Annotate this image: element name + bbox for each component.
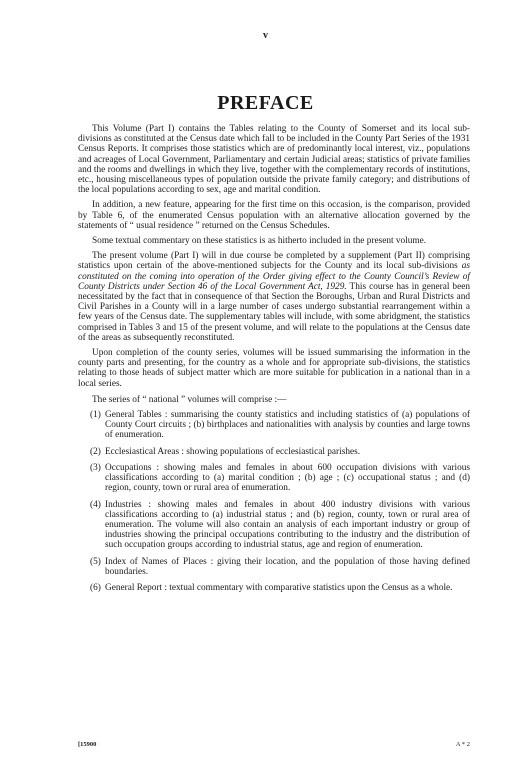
list-item	[78, 463, 470, 494]
page-title: PREFACE	[217, 92, 314, 114]
paragraph-4-italic: as constituted on the coming into operation of the Order giving effect to the County Council’s Review of County Districts under Section 46 of the Local Government Act, 1929.	[78, 261, 470, 292]
list-item-text: Ecclesiastical Areas : showing populations of ecclesiastical parishes.	[105, 446, 361, 457]
footer-signature-mark: A * 2	[455, 741, 470, 748]
list-item-text: General Tables : summarising the county statistics and including statistics of (a) populations of County Court circuits ; (b) birthplaces and nationalities with analysis by counties and large towns of enumeration.	[105, 410, 470, 441]
paragraph-2: In addition, a new feature, appearing for the first time on this occasion, is the comparison, provided by Table 6, of the enumerated Census population with an alternative allocation governed by the statements of “ usual residence ” returned on the Census Schedules.	[78, 200, 470, 231]
list-item-text: General Report : textual commentary with comparative statistics upon the Census as a whole.	[105, 582, 453, 593]
paragraph-3: Some textual commentary on these statistics is as hitherto included in the present volume.	[92, 236, 427, 247]
list-item-number: (4)	[90, 499, 101, 510]
paragraph-4	[78, 251, 470, 343]
list-item-number: (1)	[90, 410, 101, 421]
list-item-number: (5)	[90, 556, 101, 567]
list-item	[78, 410, 470, 441]
page-folio: v	[263, 30, 268, 41]
list-item-text: Industries : showing males and females in about 400 industry divisions with various classifications according to (a) industrial status ; and (b) region, county, town or rural area of enumeration. The volume will also contain an analysis of each important industry or group of industries showing the principal occupations contributing to the industry and the distribution of such occupation groups according to industrial status, age and region of enumeration.	[105, 499, 470, 551]
volume-list	[78, 410, 470, 593]
paragraph-5: Upon completion of the county series, volumes will be issued summarising the information in the county parts and presenting, for the country as a whole and for appropriate sub-divisions, the statistics relating to those heads of subject matter which are more suitable for publication in a national than in a local series.	[78, 348, 470, 389]
preface-body	[78, 124, 470, 599]
paragraph-4-lead: The present volume (Part I) will in due course be completed by a supplement (Part II) comprising statistics upon certain of the above-mentioned subjects for the County and its local sub-divisions	[78, 251, 470, 272]
list-item	[78, 500, 470, 551]
list-item-text: Index of Names of Places : giving their location, and the population of those having defined boundaries.	[105, 556, 470, 577]
list-item-number: (2)	[90, 446, 101, 457]
list-item	[78, 447, 470, 457]
footer-print-code: [15900	[78, 741, 97, 748]
paragraph-4-rest: This course has in general been necessitated by the fact that in consequence of that Section the Boroughs, Urban and Rural Districts and Civil Parishes in a County will in a large number of cases undergo substantial rearrangement within a few years of the Census date. The supplementary tables will include, with some abridgment, the statistics comprised in Tables 3 and 15 of the present volume, and will relate to the populations at the Census date of the areas as subsequently reconstituted.	[78, 281, 470, 343]
list-item	[78, 557, 470, 577]
series-intro: The series of “ national ” volumes will comprise :—	[92, 394, 287, 405]
list-item-number: (3)	[90, 462, 101, 473]
list-item	[78, 583, 470, 593]
list-item-text: Occupations : showing males and females in about 600 occupation divisions with various classifications according to (a) marital condition ; (b) age ; (c) occupational status ; and (d) region, county, town or rural area of enumeration.	[105, 462, 470, 494]
paragraph-1: This Volume (Part I) contains the Tables relating to the County of Somerset and its local sub-divisions as constituted at the Census date which fall to be included in the County Part Series of the 1931 Census Reports. It comprises those statistics which are of predominantly local interest, viz., populations and acreages of Local Government, Parliamentary and certain Judicial areas; statistics of private families and the rooms and dwellings in which they live, together with the complementary records of institutions, etc., housing miscellaneous types of population outside the private family category; and distributions of the local populations according to sex, age and marital condition.	[78, 124, 470, 196]
list-item-number: (6)	[90, 582, 101, 593]
